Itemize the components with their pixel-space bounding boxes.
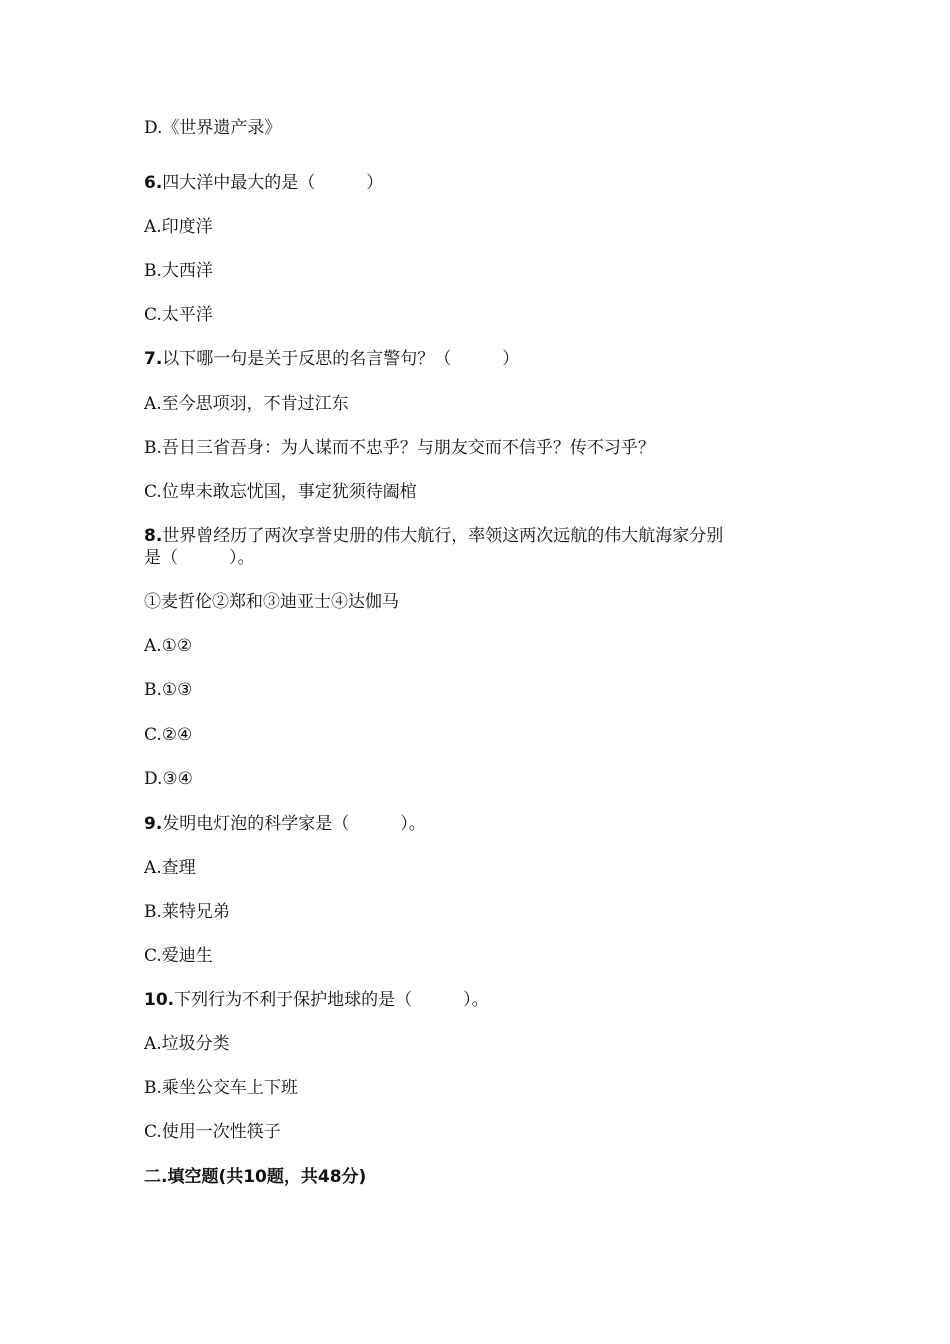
q6-option-c: C.太平洋 xyxy=(144,305,213,325)
q8-option-b: B.①③ xyxy=(144,680,193,700)
q6-number: 6. xyxy=(144,173,163,193)
q8-option-c: C.②④ xyxy=(144,725,193,745)
q6-stem xyxy=(144,172,383,194)
q10-text: 下列行为不利于保护地球的是（ ）。 xyxy=(174,990,489,1010)
q9-option-b: B.莱特兄弟 xyxy=(144,902,230,922)
q7-stem xyxy=(144,348,519,370)
q8-items: ①麦哲伦②郑和③迪亚士④达伽马 xyxy=(144,592,399,612)
q7-option-c: C.位卑未敢忘忧国，事定犹须待阖棺 xyxy=(144,482,417,502)
q9-option-a: A.查理 xyxy=(144,858,196,878)
q10-option-a: A.垃圾分类 xyxy=(144,1034,230,1054)
section-heading-fill-in: 二.填空题(共10题，共48分) xyxy=(144,1167,367,1187)
q7-option-b: B.吾日三省吾身：为人谋而不忠乎？与朋友交而不信乎？传不习乎？ xyxy=(144,438,655,458)
q7-option-a: A.至今思项羽，不肯过江东 xyxy=(144,394,349,414)
q9-option-c: C.爱迪生 xyxy=(144,946,213,966)
q8-text: 世界曾经历了两次享誉史册的伟大航行，率领这两次远航的伟大航海家分别 xyxy=(162,526,724,546)
q10-stem xyxy=(144,989,489,1011)
q8-stem-continuation: 是（ ）。 xyxy=(144,548,255,568)
q7-text: 以下哪一句是关于反思的名言警句？（ ） xyxy=(162,349,520,369)
q8-stem xyxy=(144,525,723,547)
q10-number: 10. xyxy=(144,990,175,1010)
q9-text: 发明电灯泡的科学家是（ ）。 xyxy=(162,814,426,834)
q6-option-b: B.大西洋 xyxy=(144,261,213,281)
q6-option-a: A.印度洋 xyxy=(144,217,213,237)
q10-option-c: C.使用一次性筷子 xyxy=(144,1122,281,1142)
q10-option-b: B.乘坐公交车上下班 xyxy=(144,1078,298,1098)
q8-option-d: D.③④ xyxy=(144,769,193,789)
q7-number: 7. xyxy=(144,349,163,369)
q8-number: 8. xyxy=(144,526,163,546)
q8-option-a: A.①② xyxy=(144,636,193,656)
q5-option-d: D.《世界遗产录》 xyxy=(144,118,282,138)
q6-text: 四大洋中最大的是（ ） xyxy=(162,173,384,193)
q9-number: 9. xyxy=(144,814,163,834)
q9-stem xyxy=(144,813,426,835)
